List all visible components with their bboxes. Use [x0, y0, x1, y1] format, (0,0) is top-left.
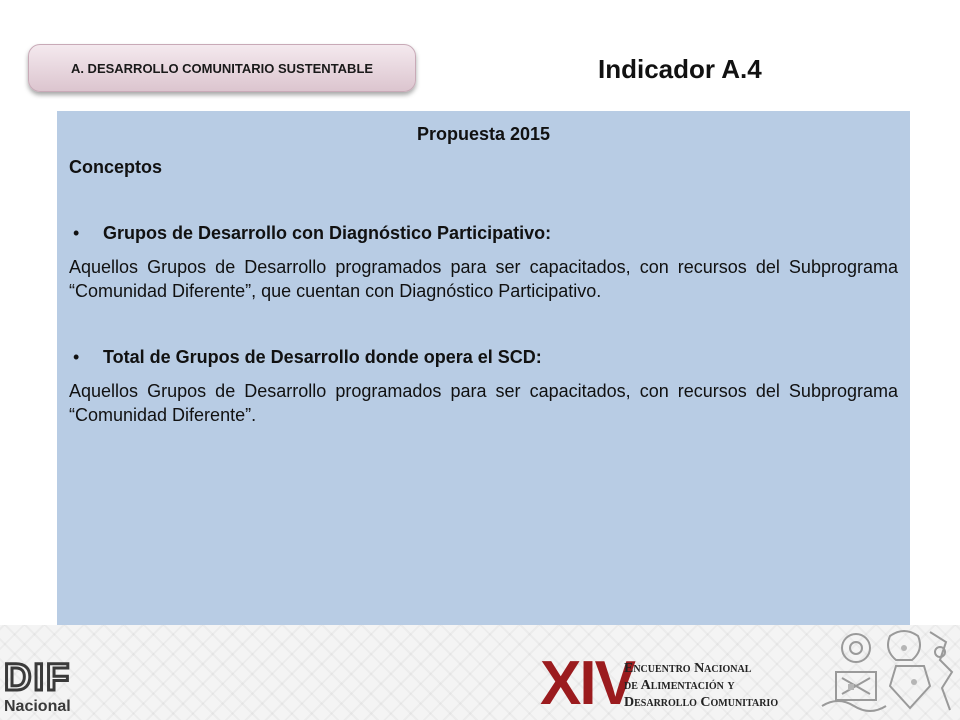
section-label [28, 44, 416, 92]
event-name-line: Encuentro Nacional [624, 661, 752, 676]
dif-logo-letters: DIF [4, 657, 72, 699]
bullet-dot-icon: • [73, 347, 80, 367]
event-name-line: Desarrollo Comunitario [624, 695, 779, 710]
dif-logo-subtitle: Nacional [4, 698, 71, 715]
bullet-dot-icon: • [73, 223, 80, 243]
dif-nacional-logo [4, 658, 82, 718]
event-name [624, 660, 824, 711]
event-name-line: de Alimentación y [624, 678, 735, 693]
event-number-text: XIV [540, 649, 634, 718]
bullet-paragraph-2: Aquellos Grupos de Desarrollo programados para ser capacitados, con recursos del Subprograma “Comunidad Diferente”. [69, 381, 898, 425]
content-subtitle: Conceptos [69, 157, 163, 177]
content-panel [57, 111, 910, 625]
bullet-paragraph-1: Aquellos Grupos de Desarrollo programados para ser capacitados, con recursos del Subprograma “Comunidad Diferente”, que cuentan con Diagnóstico Participativo. [69, 257, 898, 301]
event-number [540, 649, 634, 718]
prehispanic-glyph-icon [818, 622, 960, 720]
bullet-heading-2 [69, 345, 898, 369]
section-label-text: A. DESARROLLO COMUNITARIO SUSTENTABLE [70, 60, 374, 76]
content-body [69, 122, 898, 427]
bullet-heading-text: Grupos de Desarrollo con Diagnóstico Participativo: [103, 223, 552, 243]
bullet-heading-text: Total de Grupos de Desarrollo donde opera el SCD: [103, 347, 542, 367]
bullet-heading-1 [69, 221, 898, 245]
content-title: Propuesta 2015 [416, 124, 551, 144]
indicator-title: Indicador A.4 [598, 54, 762, 84]
